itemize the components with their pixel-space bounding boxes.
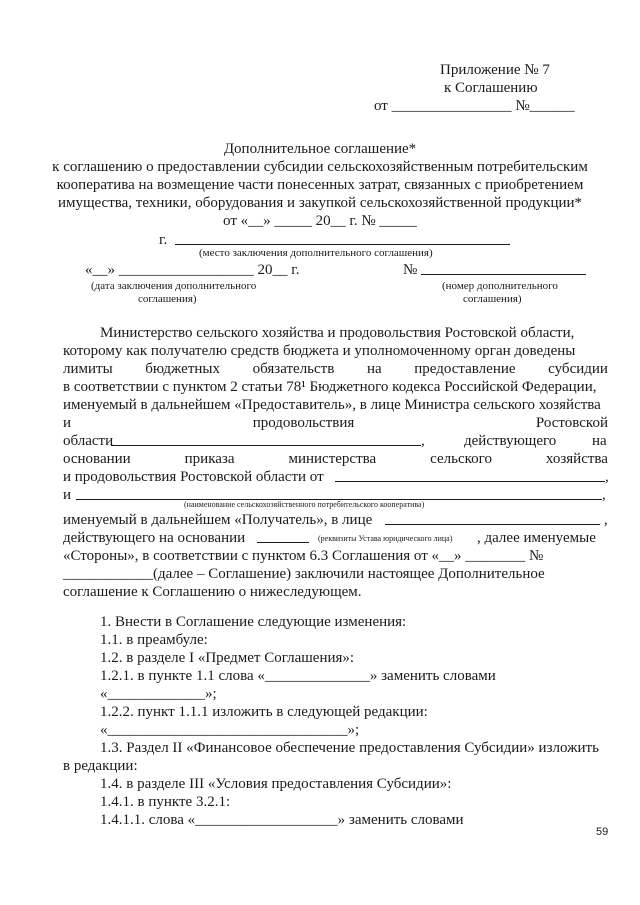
body-line-2: которому как получателю средств бюджета и уполномоченному орган доведены	[63, 343, 576, 359]
body-line-7-prefix: области	[63, 433, 114, 449]
body-word: на	[366, 361, 382, 377]
body-line-13: «Стороны», в соответствии с пунктом 6.3 Соглашения от «__» ________ №	[63, 548, 544, 564]
item-1-3-cont: в редакции:	[63, 758, 138, 774]
order-details-field[interactable]	[335, 481, 605, 482]
agreement-number-field[interactable]	[421, 274, 586, 275]
item-1-4: 1.4. в разделе III «Условия предоставления Субсидии»:	[100, 776, 452, 792]
place-field[interactable]	[175, 244, 510, 245]
body-line-1: Министерство сельского хозяйства и продовольствия Ростовской области,	[100, 325, 575, 341]
body-word: действующего	[464, 433, 557, 449]
body-word: бюджетных	[145, 361, 220, 377]
place-hint: (место заключения дополнительного соглашения)	[199, 247, 433, 259]
body-word: Ростовской	[535, 415, 608, 431]
conclusion-date-hint: (дата заключения дополнительного	[91, 280, 257, 292]
heading-line-2: к соглашению о предоставлении субсидии сельскохозяйственным потребительским	[52, 159, 588, 175]
item-1-2-1-replacement: «_____________»;	[100, 686, 217, 702]
body-line-10-prefix: и	[63, 487, 72, 503]
agreement-number-label: №	[403, 262, 418, 278]
body-line-4: в соответствии с пунктом 2 статьи 78¹ Бюджетного кодекса Российской Федерации,	[63, 379, 597, 395]
body-word: министерства	[288, 451, 377, 467]
appendix-title: Приложение № 7	[440, 62, 550, 78]
heading-line-4: имущества, техники, оборудования и закупкой сельскохозяйственной продукции*	[57, 195, 583, 211]
cooperative-name-hint: (наименование сельскохозяйственного потребительского кооператива)	[184, 500, 425, 509]
place-prefix: г.	[159, 232, 168, 248]
body-line-9-end: ,	[605, 469, 609, 485]
conclusion-date-field[interactable]: «__» __________________ 20__ г.	[85, 262, 300, 278]
body-line-15: соглашение к Соглашению о нижеследующем.	[63, 584, 362, 600]
body-word: субсидии	[548, 361, 608, 377]
body-line-12-a: действующего на основании	[63, 530, 246, 546]
body-line-3	[63, 361, 608, 378]
minister-name-field[interactable]	[111, 445, 421, 446]
item-1-1: 1.1. в преамбуле:	[100, 632, 208, 648]
body-word: продовольствия	[252, 415, 355, 431]
body-word: на	[592, 433, 607, 449]
item-1-2-2-text: «________________________________»;	[100, 722, 360, 738]
appendix-agreement-ref: к Соглашению	[444, 80, 538, 96]
item-1-4-1-1: 1.4.1.1. слова «___________________» заменить словами	[100, 812, 464, 828]
body-line-7-comma: ,	[421, 433, 425, 449]
body-line-12-b: , далее именуемые	[477, 530, 596, 546]
basis-field[interactable]	[257, 542, 309, 543]
body-line-11: именуемый в дальнейшем «Получатель», в лице	[63, 512, 373, 528]
heading-line-3: кооператива на возмещение части понесенных затрат, связанных с приобретением	[56, 177, 584, 193]
body-line-6	[63, 415, 608, 432]
basis-hint: (реквизиты Устава юридического лица)	[318, 534, 453, 543]
agreement-number-hint-2: соглашения)	[463, 293, 522, 305]
item-1-2-2: 1.2.2. пункт 1.1.1 изложить в следующей редакции:	[100, 704, 428, 720]
body-word: хозяйства	[545, 451, 608, 467]
body-word: обязательств	[252, 361, 335, 377]
heading-date-number: от «__» _____ 20__ г. № _____	[223, 213, 417, 229]
appendix-date-number: от ________________ №______	[374, 98, 575, 114]
body-line-8	[63, 451, 608, 468]
body-line-11-end: ,	[604, 512, 608, 528]
item-1-2-1: 1.2.1. в пункте 1.1 слова «______________» заменить словами	[100, 668, 496, 684]
body-word: сельского	[430, 451, 492, 467]
body-word: лимиты	[63, 361, 113, 377]
item-1-4-1: 1.4.1. в пункте 3.2.1:	[100, 794, 231, 810]
body-line-14: ____________(далее – Соглашение) заключили настоящее Дополнительное	[63, 566, 545, 582]
item-1-2: 1.2. в разделе I «Предмет Соглашения»:	[100, 650, 355, 666]
heading-title: Дополнительное соглашение*	[223, 141, 417, 157]
body-line-10-end: ,	[602, 487, 606, 503]
agreement-number-hint: (номер дополнительного	[442, 280, 558, 292]
body-word: предоставление	[414, 361, 516, 377]
body-word: и	[63, 415, 72, 431]
page-number: 59	[596, 826, 609, 838]
body-word: основании	[63, 451, 131, 467]
item-1-3: 1.3. Раздел II «Финансовое обеспечение предоставления Субсидии» изложить	[100, 740, 599, 756]
body-line-9: и продовольствия Ростовской области от	[63, 469, 324, 485]
body-line-5: именуемый в дальнейшем «Предоставитель», в лице Министра сельского хозяйства	[63, 397, 601, 413]
item-1: 1. Внести в Соглашение следующие изменения:	[100, 614, 407, 630]
representative-field[interactable]	[385, 524, 600, 525]
conclusion-date-hint-2: соглашения)	[138, 293, 197, 305]
body-word: приказа	[184, 451, 235, 467]
